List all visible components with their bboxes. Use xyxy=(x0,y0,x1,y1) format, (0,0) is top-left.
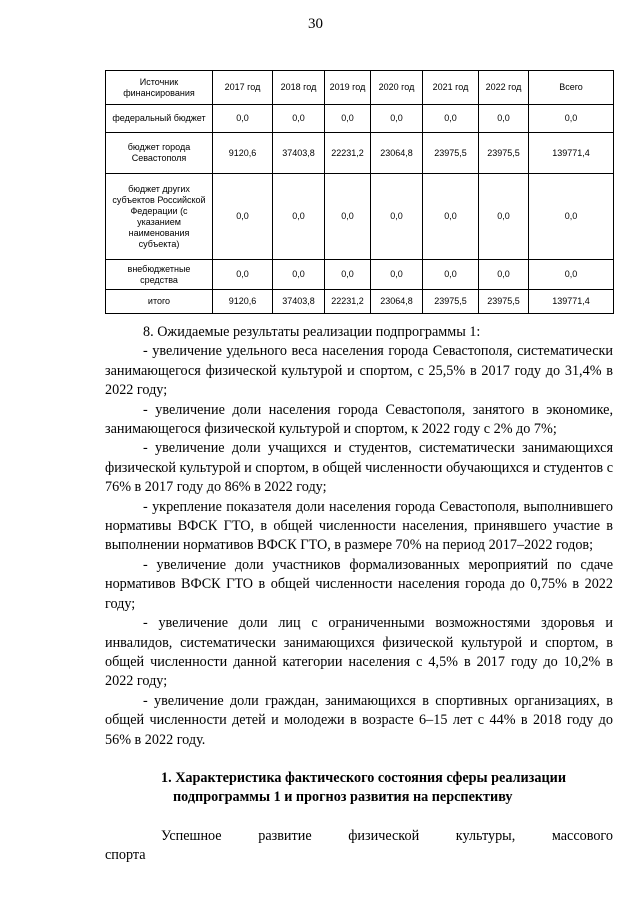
table-cell: 23064,8 xyxy=(371,133,423,174)
table-cell: 23975,5 xyxy=(479,133,529,174)
table-cell: 0,0 xyxy=(273,105,325,133)
document-body xyxy=(105,323,613,866)
closing-paragraph: Успешное развитие физической культуры, массового спорта xyxy=(105,827,613,864)
table-cell: 0,0 xyxy=(423,105,479,133)
header-cell: Источник финансирования xyxy=(106,71,213,105)
result-item: - увеличение доли учащихся и студентов, систематически занимающихся физической культурой и спортом, в общей численности обучающихся и студентов с 76% в 2017 году до 86% в 2022 году; xyxy=(105,440,613,496)
table-total-row xyxy=(106,290,614,314)
table-cell: 0,0 xyxy=(273,174,325,260)
result-item: - увеличение доли населения города Севастополя, занятого в экономике, занимающегося физической культурой и спортом, к 2022 году с 2% до 7%; xyxy=(105,401,613,438)
result-item: - укрепление показателя доли населения города Севастополя, выполнившего нормативы ВФСК ГТО, в общей численности населения, принявшего участие в выполнении нормативов ВФСК ГТО, в размере 70% на период 2017–2022 годов; xyxy=(105,498,613,554)
table-cell: 23975,5 xyxy=(423,290,479,314)
table-cell: 37403,8 xyxy=(273,133,325,174)
result-item: - увеличение удельного веса населения города Севастополя, систематически занимающегося физической культурой и спортом, с 25,5% в 2017 году до 31,4% в 2022 году; xyxy=(105,343,613,399)
header-cell: 2017 год xyxy=(213,71,273,105)
table-cell: 23064,8 xyxy=(371,290,423,314)
table-cell: 0,0 xyxy=(529,105,614,133)
row-source: федеральный бюджет xyxy=(106,105,213,133)
table-cell: 0,0 xyxy=(479,105,529,133)
table-row xyxy=(106,133,614,174)
heading-line-2: подпрограммы 1 и прогноз развития на перспективу xyxy=(173,789,513,806)
row-source: бюджет других субъектов Российской Федерации (с указанием наименования субъекта) xyxy=(106,174,213,260)
table-cell: 0,0 xyxy=(273,260,325,290)
table-cell: 0,0 xyxy=(213,260,273,290)
row-source: итого xyxy=(106,290,213,314)
table-cell: 0,0 xyxy=(423,174,479,260)
table-cell: 9120,6 xyxy=(213,290,273,314)
table-cell: 0,0 xyxy=(529,260,614,290)
table-cell: 0,0 xyxy=(325,105,371,133)
result-item: - увеличение доли участников формализованных мероприятий по сдаче нормативов ВФСК ГТО в общей численности населения города до 0,75% в 2022 году; xyxy=(105,556,613,612)
financing-table xyxy=(105,70,614,314)
table-cell: 22231,2 xyxy=(325,133,371,174)
table-cell: 0,0 xyxy=(423,260,479,290)
table-cell: 0,0 xyxy=(529,174,614,260)
header-cell: 2021 год xyxy=(423,71,479,105)
section-heading xyxy=(105,769,613,808)
table-row xyxy=(106,105,614,133)
header-cell: 2020 год xyxy=(371,71,423,105)
table-header-row xyxy=(106,71,614,105)
heading-line-1: 1. Характеристика фактического состояния сферы реализации xyxy=(161,769,567,786)
table-cell: 0,0 xyxy=(371,260,423,290)
table-cell: 0,0 xyxy=(371,174,423,260)
table-cell: 0,0 xyxy=(213,174,273,260)
table-cell: 0,0 xyxy=(325,174,371,260)
header-cell: 2018 год xyxy=(273,71,325,105)
table-cell: 23975,5 xyxy=(479,290,529,314)
table-cell: 139771,4 xyxy=(529,133,614,174)
header-cell: Всего xyxy=(529,71,614,105)
table-cell: 9120,6 xyxy=(213,133,273,174)
table-cell: 23975,5 xyxy=(423,133,479,174)
page-number: 30 xyxy=(308,16,323,32)
table-cell: 37403,8 xyxy=(273,290,325,314)
result-item: - увеличение доли граждан, занимающихся в спортивных организациях, в общей численности детей и молодежи в возрасте 6–15 лет с 44% в 2018 году до 56% в 2022 году. xyxy=(105,692,613,748)
table-cell: 0,0 xyxy=(325,260,371,290)
header-cell: 2019 год xyxy=(325,71,371,105)
header-cell: 2022 год xyxy=(479,71,529,105)
table-row xyxy=(106,260,614,290)
table-cell: 139771,4 xyxy=(529,290,614,314)
result-item: - увеличение доли лиц с ограниченными возможностями здоровья и инвалидов, систематически занимающихся физической культурой и спортом, в общей численности данной категории населения с 4,5% в 2017 году до 10,2% в 2022 году; xyxy=(105,615,613,690)
table-cell: 0,0 xyxy=(479,260,529,290)
section-title: 8. Ожидаемые результаты реализации подпрограммы 1: xyxy=(143,324,481,340)
row-source: внебюджетные средства xyxy=(106,260,213,290)
table-row xyxy=(106,174,614,260)
table-cell: 22231,2 xyxy=(325,290,371,314)
table-cell: 0,0 xyxy=(213,105,273,133)
table-cell: 0,0 xyxy=(371,105,423,133)
table-cell: 0,0 xyxy=(479,174,529,260)
row-source: бюджет города Севастополя xyxy=(106,133,213,174)
